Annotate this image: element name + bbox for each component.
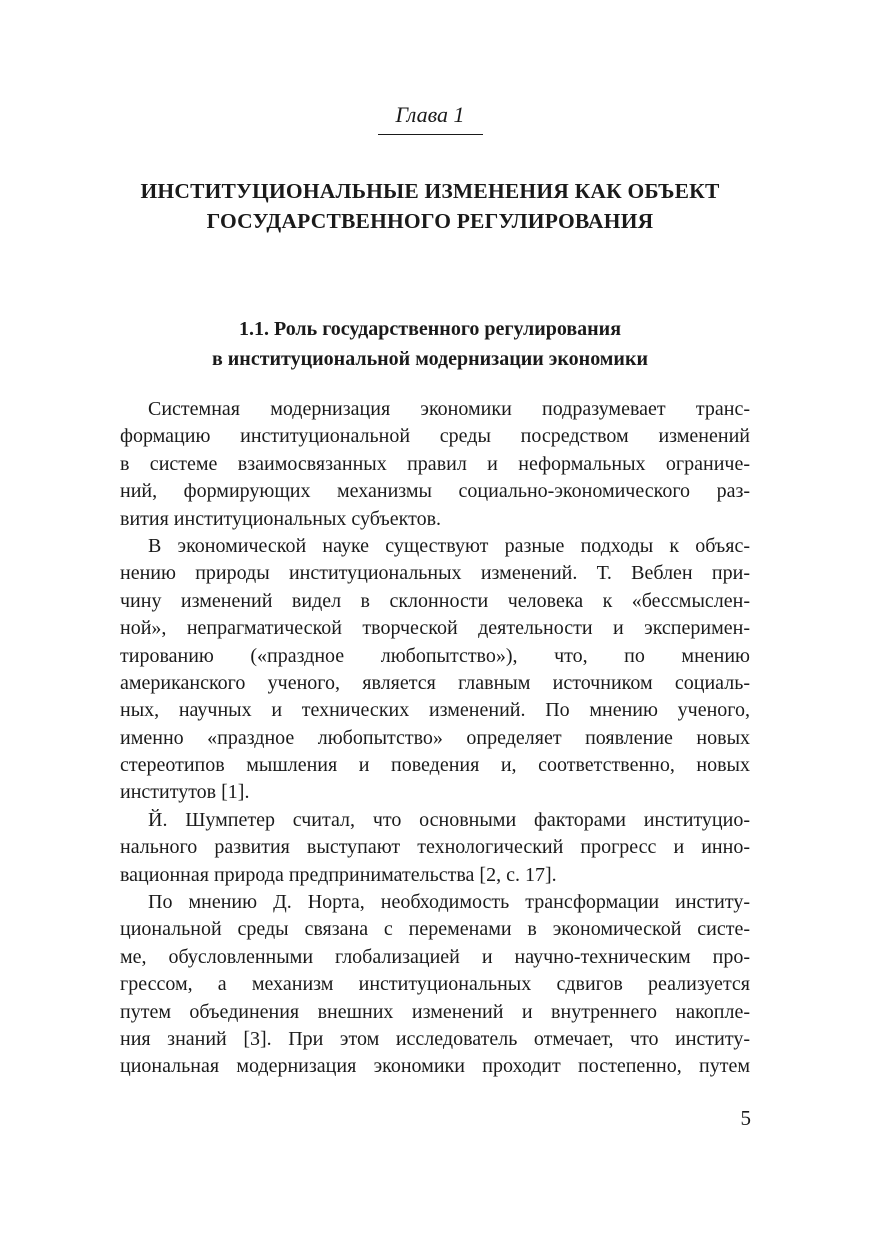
text-line: ний, формирующих механизмы социально-экономического раз-	[120, 480, 750, 503]
text-line: нению природы институциональных изменений. Т. Веблен при-	[120, 562, 750, 585]
text-line: ной», непрагматической творческой деятельности и эксперимен-	[120, 617, 750, 640]
text-line: чину изменений видел в склонности человека к «бессмыслен-	[120, 589, 750, 612]
chapter-title-line: ИНСТИТУЦИОНАЛЬНЫЕ ИЗМЕНЕНИЯ КАК ОБЪЕКТ	[140, 179, 720, 203]
text-line: стереотипов мышления и поведения и, соответственно, новых	[120, 754, 750, 777]
text-line: В экономической науке существуют разные подходы к объяс-	[148, 534, 750, 557]
section-title	[0, 314, 860, 374]
section-title-line: 1.1. Роль государственного регулирования	[238, 318, 622, 340]
body-text	[120, 396, 750, 1081]
text-line: нального развития выступают технологический прогресс и инно-	[120, 836, 750, 859]
text-line: именно «праздное любопытство» определяет появление новых	[120, 726, 750, 749]
section-title-line: в институциональной модернизации экономики	[211, 348, 648, 370]
text-line: ме, обусловленными глобализацией и научно-техническим про-	[120, 945, 750, 968]
chapter-underline	[378, 134, 483, 135]
text-line: циональной среды связана с переменами в экономической систе-	[120, 918, 750, 941]
text-line: грессом, а механизм институциональных сдвигов реализуется	[120, 973, 750, 996]
text-line: вационная природа предпринимательства [2, с. 17].	[120, 863, 557, 886]
chapter-title	[0, 176, 860, 236]
page-number: 5	[740, 1106, 751, 1130]
text-line: вития институциональных субъектов.	[120, 507, 442, 530]
text-line: тированию («праздное любопытство»), что, по мнению	[120, 644, 750, 667]
text-line: ния знаний [3]. При этом исследователь отмечает, что институ-	[120, 1027, 750, 1050]
text-line: путем объединения внешних изменений и внутреннего накопле-	[120, 1000, 750, 1023]
chapter-title-line: ГОСУДАРСТВЕННОГО РЕГУЛИРОВАНИЯ	[206, 209, 654, 233]
text-line: в системе взаимосвязанных правил и неформальных ограниче-	[120, 452, 750, 475]
text-line: По мнению Д. Норта, необходимость трансформации институ-	[148, 891, 750, 914]
chapter-label: Глава 1	[395, 102, 465, 127]
text-line: Й. Шумпетер считал, что основными факторами институцио-	[148, 808, 750, 831]
text-line: циональная модернизация экономики проходит постепенно, путем	[120, 1055, 750, 1078]
text-line: ных, научных и технических изменений. По мнению ученого,	[120, 699, 750, 722]
text-line: Системная модернизация экономики подразумевает транс-	[148, 398, 750, 420]
text-line: институтов [1].	[120, 781, 250, 804]
text-line: американского ученого, является главным источником социаль-	[120, 671, 750, 694]
text-line: формацию институциональной среды посредством изменений	[120, 425, 750, 448]
